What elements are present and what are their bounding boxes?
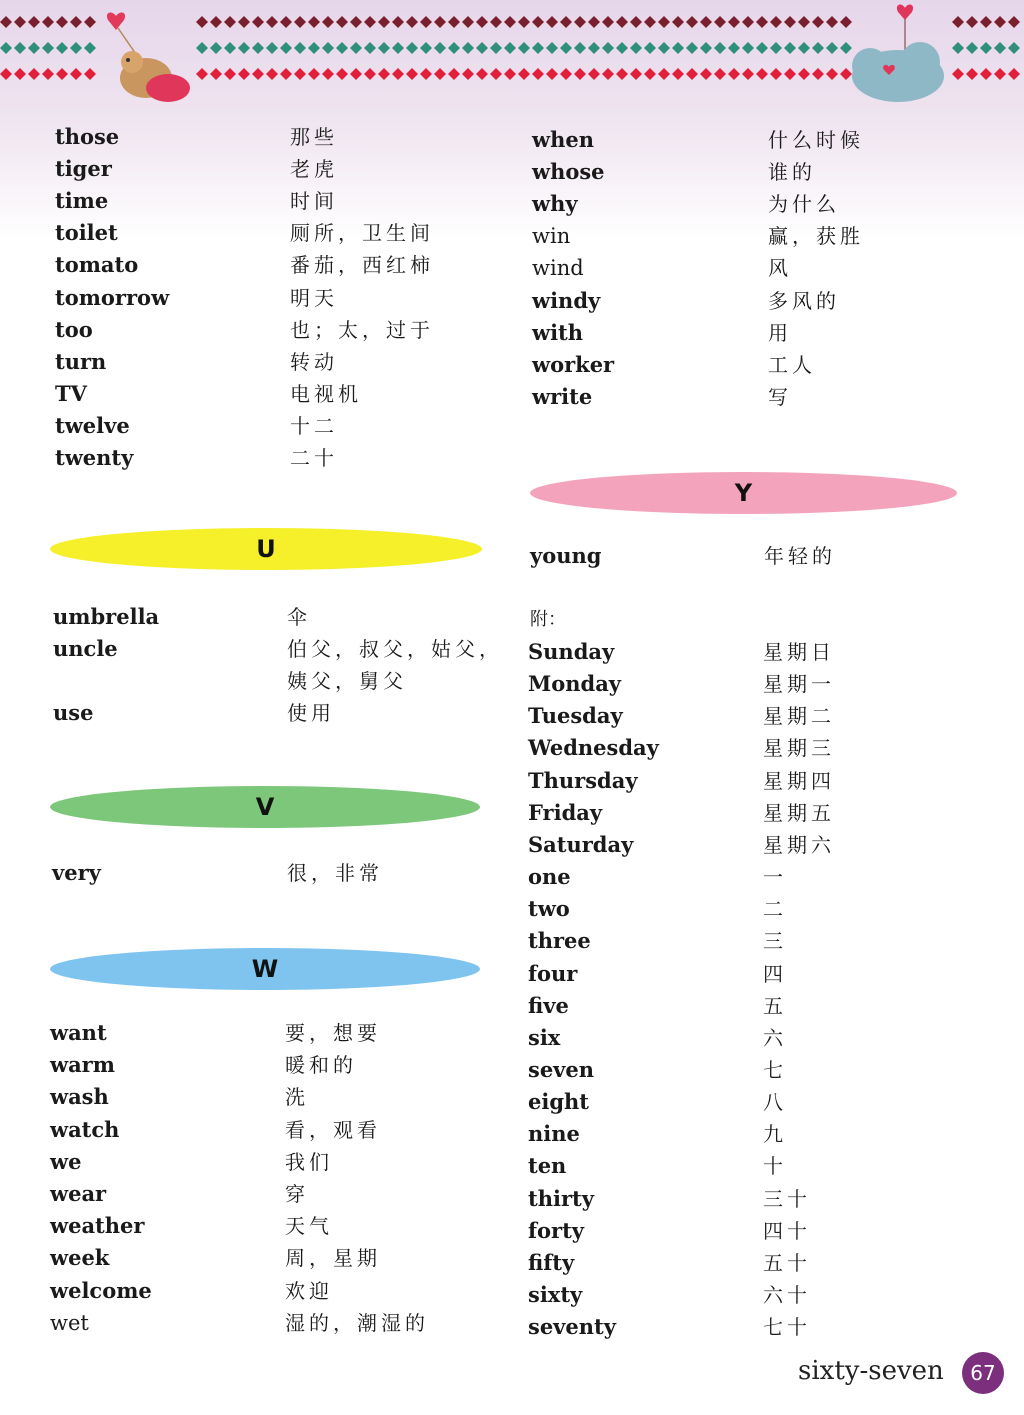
entry-word: wash (50, 1084, 109, 1110)
entry-word: worker (532, 351, 615, 377)
entry-word: tomato (55, 252, 139, 278)
entry-translation: 洗 (285, 1085, 309, 1110)
vocab-entry (50, 1307, 500, 1339)
entry-translation: 一 (763, 865, 787, 890)
vocab-entry (532, 220, 982, 252)
entry-word: Monday (528, 671, 622, 697)
vocab-entry (532, 349, 982, 381)
section-u-banner (50, 528, 482, 570)
entry-word: those (55, 124, 120, 149)
teddy-bear-icon (107, 13, 190, 102)
vocab-entry (528, 636, 978, 668)
vocab-entry (528, 1086, 978, 1118)
entry-word: ten (528, 1153, 567, 1179)
entry-word: wet (50, 1310, 89, 1335)
vocab-entry (528, 861, 978, 893)
entry-word: win (532, 224, 571, 249)
entry-translation: 五 (763, 993, 787, 1018)
entry-word: want (50, 1020, 107, 1045)
entry-translation: 天气 (285, 1214, 333, 1239)
page-number-word: sixty-seven (798, 1356, 944, 1386)
vocab-entry (528, 668, 978, 700)
entry-word: time (55, 188, 109, 214)
entry-word: fifty (528, 1249, 575, 1275)
vocab-entry (55, 185, 505, 217)
vocab-entry (50, 1178, 500, 1210)
entry-word: turn (55, 348, 107, 374)
entry-word: toilet (55, 220, 118, 246)
entry-word: twelve (55, 412, 130, 438)
entry-word: twenty (55, 445, 134, 470)
entry-translation: 欢迎 (285, 1278, 333, 1303)
vocab-entry (528, 1279, 978, 1311)
entry-translation: 老虎 (290, 157, 338, 182)
section-v-banner (50, 786, 480, 828)
entry-translation: 很，非常 (287, 861, 383, 885)
entry-word: weather (50, 1213, 145, 1239)
entry-translation: 谁的 (768, 160, 816, 185)
vocab-entry (50, 1049, 500, 1081)
entry-word: Tuesday (528, 703, 623, 729)
vocab-entry (532, 285, 982, 317)
entry-translation: 使用 (287, 701, 335, 725)
vocab-entry (55, 378, 505, 410)
vocab-entry (532, 252, 982, 284)
section-y-banner (530, 472, 957, 514)
entry-translation: 星期一 (763, 672, 835, 697)
vocab-entry (55, 217, 505, 249)
entry-translation: 七十 (763, 1315, 811, 1340)
vocab-entry (528, 1118, 978, 1150)
vocab-entry (528, 958, 978, 990)
vocab-entry (53, 697, 503, 729)
vocab-entry (532, 124, 982, 156)
cloud-icon (852, 5, 944, 102)
entry-word: one (528, 864, 571, 890)
vocab-entry (55, 410, 505, 442)
entry-word: very (52, 860, 101, 885)
vocab-entry (530, 540, 980, 572)
vocab-entry (55, 314, 505, 346)
entry-word: Wednesday (528, 735, 659, 761)
entry-translation: 明天 (290, 285, 338, 310)
appendix-label: 附： (530, 609, 566, 630)
entry-word: seven (528, 1056, 595, 1082)
entry-translation: 五十 (763, 1250, 811, 1275)
vocab-entry (55, 153, 505, 185)
entry-translation: 六 (763, 1025, 787, 1050)
vocab-entry (528, 765, 978, 797)
section-v-letter: V (255, 793, 275, 821)
diamond-border-decoration (0, 0, 1024, 110)
entry-translation: 转动 (290, 349, 338, 374)
entry-word: young (530, 543, 602, 568)
entry-translation: 赢，获胜 (768, 224, 864, 249)
section-y-letter: Y (734, 479, 753, 507)
entry-translation: 用 (768, 320, 792, 345)
entry-word: Sunday (528, 639, 615, 664)
vocab-entry (528, 1150, 978, 1182)
entry-translation: 伯父，叔父，姑父， (287, 637, 503, 661)
entry-word: write (532, 383, 593, 409)
vocab-entry (50, 1017, 500, 1049)
entry-translation: 多风的 (768, 288, 840, 313)
entry-translation: 我们 (285, 1149, 333, 1174)
entry-translation: 看，观看 (285, 1117, 381, 1142)
entry-translation: 年轻的 (764, 544, 836, 568)
vocab-entry (55, 442, 505, 474)
entry-word: too (55, 316, 93, 342)
entry-word: three (528, 928, 591, 954)
entry-translation: 九 (763, 1122, 787, 1147)
section-u-letter: U (256, 535, 276, 563)
entry-word: warm (50, 1052, 115, 1078)
vocab-entry (50, 1275, 500, 1307)
entry-translation: 那些 (290, 125, 338, 149)
vocab-entry (532, 188, 982, 220)
vocab-entry (55, 249, 505, 281)
entry-word: windy (532, 287, 601, 313)
entry-translation: 星期二 (763, 704, 835, 729)
entry-word: wind (532, 256, 584, 281)
vocab-entry (50, 1242, 500, 1274)
entry-translation: 也；太，过于 (290, 317, 434, 342)
vocab-entry (532, 381, 982, 413)
entry-word: use (53, 700, 94, 725)
entry-translation: 四十 (763, 1218, 811, 1243)
entry-word: four (528, 960, 578, 986)
entry-translation: 厕所，卫生间 (290, 221, 434, 246)
entry-word: seventy (528, 1314, 616, 1340)
entry-translation: 番茄，西红柿 (290, 253, 434, 278)
vocab-entry (532, 317, 982, 349)
entry-word: week (50, 1245, 110, 1271)
entry-translation: 十二 (290, 413, 338, 438)
vocab-entry (53, 633, 503, 693)
entry-translation: 六十 (763, 1283, 811, 1307)
entry-translation: 二十 (290, 446, 338, 470)
entry-word: thirty (528, 1185, 594, 1211)
entry-translation: 星期三 (763, 736, 835, 761)
entry-word: two (528, 896, 570, 922)
vocab-entry (528, 1247, 978, 1279)
entry-word: we (50, 1148, 82, 1174)
entry-translation: 穿 (285, 1182, 309, 1206)
entry-word: when (532, 127, 594, 152)
vocab-entry (528, 700, 978, 732)
vocab-entry (55, 282, 505, 314)
entry-translation-continued: 姨父，舅父 (287, 669, 407, 693)
entry-translation: 八 (763, 1090, 787, 1115)
entry-translation: 四 (763, 961, 787, 986)
entry-translation: 为什么 (768, 192, 840, 217)
entry-translation: 暖和的 (285, 1053, 357, 1078)
entry-translation: 风 (768, 256, 792, 281)
vocab-entry (52, 857, 502, 889)
vocab-entry (528, 1054, 978, 1086)
entry-translation: 星期五 (763, 800, 835, 825)
entry-word: Thursday (528, 767, 638, 793)
entry-translation: 湿的，潮湿的 (285, 1310, 429, 1335)
page-number-badge: 67 (962, 1352, 1004, 1394)
entry-translation: 星期六 (763, 832, 835, 857)
entry-translation: 伞 (287, 605, 311, 629)
entry-word: forty (528, 1217, 585, 1243)
entry-word: Friday (528, 799, 603, 825)
entry-translation: 时间 (290, 189, 338, 214)
vocab-entry (528, 1022, 978, 1054)
entry-word: whose (532, 159, 605, 185)
entry-word: with (532, 319, 584, 345)
entry-word: uncle (53, 636, 118, 661)
vocab-entry (53, 601, 503, 633)
entry-word: tomorrow (55, 284, 170, 310)
vocab-entry (50, 1081, 500, 1113)
entry-word: wear (50, 1181, 107, 1206)
vocab-entry (528, 829, 978, 861)
vocab-entry (528, 925, 978, 957)
vocab-entry (50, 1210, 500, 1242)
vocab-entry (528, 732, 978, 764)
entry-translation: 写 (768, 384, 792, 409)
section-w-banner (50, 948, 480, 990)
entry-word: why (532, 191, 578, 217)
entry-word: nine (528, 1121, 580, 1147)
entry-word: tiger (55, 156, 112, 182)
entry-translation: 周，星期 (285, 1246, 381, 1271)
section-w-letter: W (251, 955, 279, 983)
decorative-header-banner (0, 0, 1024, 110)
entry-translation: 星期日 (763, 640, 835, 664)
vocab-entry (50, 1146, 500, 1178)
entry-word: sixty (528, 1282, 583, 1307)
vocab-entry (528, 1183, 978, 1215)
vocab-entry (55, 121, 505, 153)
entry-word: TV (55, 380, 87, 406)
vocab-entry (528, 797, 978, 829)
entry-translation: 二 (763, 897, 787, 922)
entry-translation: 七 (763, 1057, 787, 1082)
vocab-entry (55, 346, 505, 378)
vocab-entry (532, 156, 982, 188)
entry-word: five (528, 992, 569, 1018)
entry-translation: 什么时候 (768, 128, 864, 152)
entry-translation: 三 (763, 929, 787, 954)
entry-translation: 要，想要 (285, 1021, 381, 1045)
vocab-entry (528, 1311, 978, 1343)
vocab-entry (528, 1215, 978, 1247)
entry-translation: 星期四 (763, 768, 835, 793)
entry-word: umbrella (53, 604, 160, 629)
entry-word: Saturday (528, 831, 634, 857)
entry-word: six (528, 1024, 561, 1050)
entry-translation: 十 (763, 1154, 787, 1179)
entry-translation: 三十 (763, 1186, 811, 1211)
vocab-entry (50, 1114, 500, 1146)
entry-translation: 工人 (768, 352, 816, 377)
entry-word: eight (528, 1089, 589, 1115)
vocab-entry (528, 990, 978, 1022)
entry-word: watch (50, 1116, 120, 1142)
vocab-entry (528, 893, 978, 925)
entry-word: welcome (50, 1277, 152, 1303)
entry-translation: 电视机 (290, 381, 362, 406)
